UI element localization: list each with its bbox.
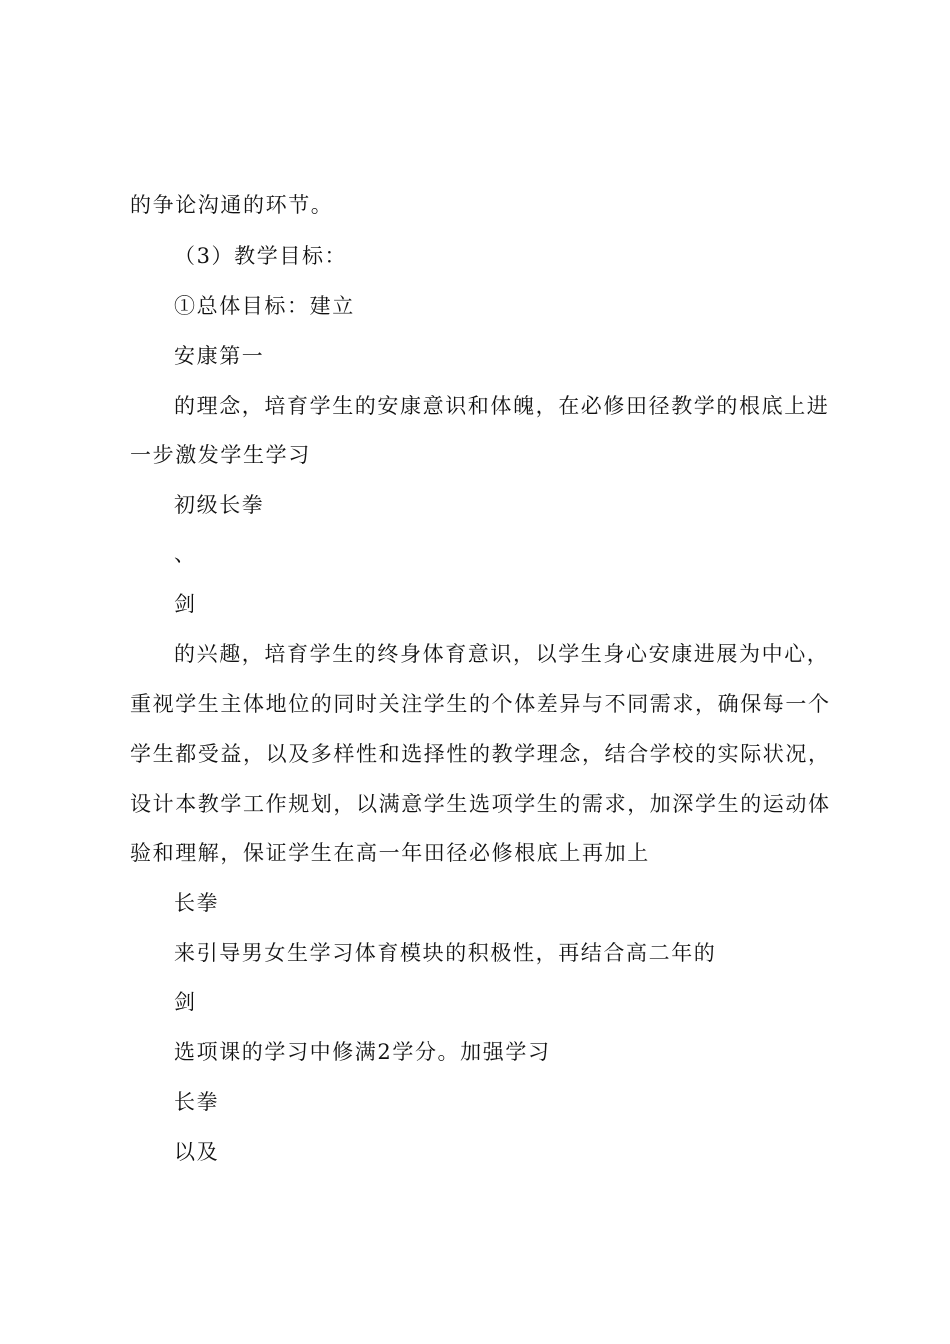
text-line: 安康第一 [174, 344, 265, 368]
text-line: 重视学生主体地位的同时关注学生的个体差异与不同需求，确保每一个 [130, 692, 831, 716]
text-line: 验和理解，保证学生在高一年田径必修根底上再加上 [130, 841, 650, 865]
text-line: ①总体目标：建立 [174, 294, 355, 318]
text-line: 长拳 [174, 891, 220, 915]
text-line: 设计本教学工作规划，以满意学生选项学生的需求，加深学生的运动体 [130, 792, 831, 816]
text-line: 的理念，培育学生的安康意识和体魄，在必修田径教学的根底上进 [174, 394, 830, 418]
text-line: 长拳 [174, 1090, 220, 1114]
text-line: 的兴趣，培育学生的终身体育意识，以学生身心安康进展为中心， [174, 642, 830, 666]
text-line: 一步激发学生学习 [130, 443, 311, 467]
section-heading: （3）教学目标： [174, 244, 348, 268]
text-line: 的争论沟通的环节。 [130, 193, 334, 217]
text-line: 选项课的学习中修满2学分。加强学习 [174, 1040, 551, 1064]
text-line: 学生都受益，以及多样性和选择性的教学理念，结合学校的实际状况， [130, 742, 831, 766]
text-line: 剑 [174, 592, 197, 616]
text-line: 初级长拳 [174, 493, 265, 517]
text-line: 剑 [174, 990, 197, 1014]
text-line: 以及 [174, 1140, 220, 1164]
text-line: 来引导男女生学习体育模块的积极性，再结合高二年的 [174, 941, 717, 965]
text-line: 、 [174, 542, 197, 566]
